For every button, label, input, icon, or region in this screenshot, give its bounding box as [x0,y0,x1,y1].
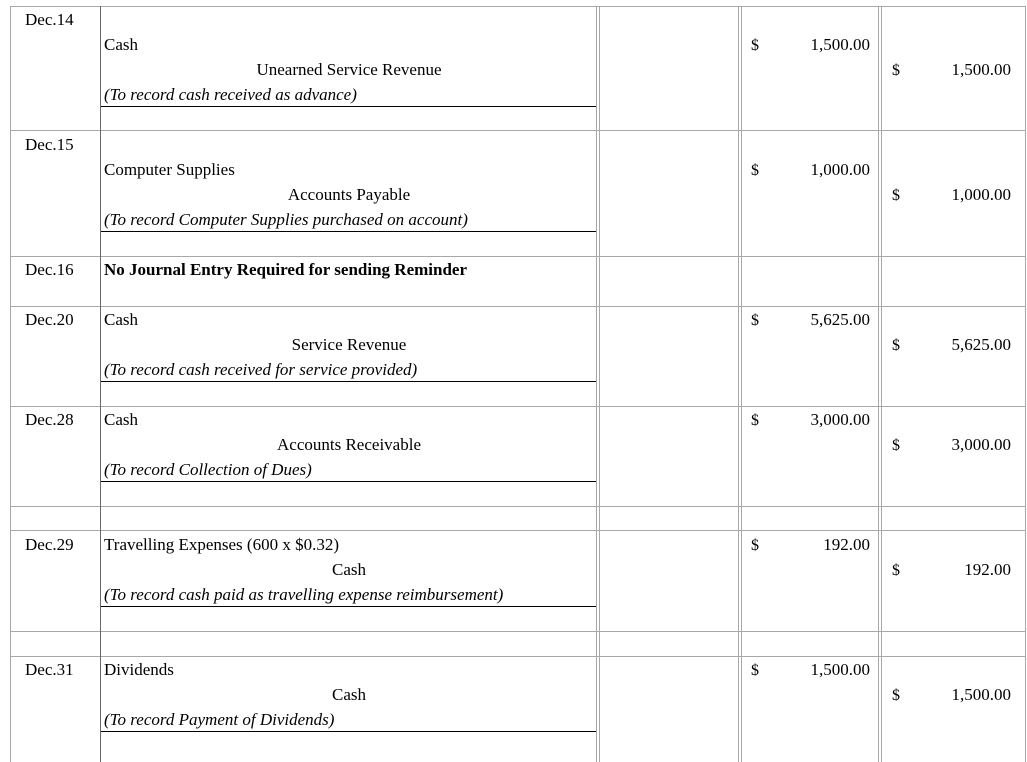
credit-account: Unearned Service Revenue [256,60,442,79]
credit-account: Service Revenue [291,335,407,354]
debit-amount: 3,000.00 [810,410,870,429]
particulars-rule [100,381,596,382]
entry-memo: (To record Computer Supplies purchased on account) [104,210,468,229]
credit-currency: $ [892,187,900,204]
credit-amount: 1,000.00 [951,185,1011,204]
credit-account: Cash [332,685,366,704]
grid-line [100,6,101,762]
particulars-rule [100,606,596,607]
credit-amount: 3,000.00 [951,435,1011,454]
credit-account: Accounts Receivable [277,435,421,454]
debit-account: Cash [104,410,138,429]
grid-line [10,406,1026,407]
debit-account: Travelling Expenses (600 x $0.32) [104,535,339,554]
credit-amount: 5,625.00 [951,335,1011,354]
credit-currency: $ [892,62,900,79]
grid-line [596,6,600,762]
grid-line [738,6,742,762]
entry-memo: (To record cash received as advance) [104,85,357,104]
debit-amount: 1,500.00 [810,35,870,54]
debit-currency: $ [751,662,759,679]
debit-account: Computer Supplies [104,160,235,179]
grid-line [10,656,1026,657]
debit-currency: $ [751,37,759,54]
credit-amount: 192.00 [964,560,1011,579]
credit-account: Cash [332,560,366,579]
particulars-rule [100,731,596,732]
entry-memo: (To record Collection of Dues) [104,460,312,479]
credit-amount: 1,500.00 [951,685,1011,704]
entry-date: Dec.15 [25,135,74,154]
grid-line [10,631,1026,632]
entry-date: Dec.20 [25,310,74,329]
entry-date: Dec.29 [25,535,74,554]
debit-account: Dividends [104,660,174,679]
entry-date: Dec.16 [25,260,74,279]
grid-line [1025,6,1026,762]
debit-account: Cash [104,35,138,54]
credit-amount: 1,500.00 [951,60,1011,79]
particulars-rule [100,481,596,482]
credit-account: Accounts Payable [287,185,411,204]
grid-line [10,256,1026,257]
debit-amount: 1,500.00 [810,660,870,679]
debit-amount: 5,625.00 [810,310,870,329]
entry-date: Dec.28 [25,410,74,429]
debit-account: Cash [104,310,138,329]
entry-date: Dec.31 [25,660,74,679]
grid-line [10,306,1026,307]
entry-memo: (To record Payment of Dividends) [104,710,335,729]
debit-currency: $ [751,312,759,329]
grid-line [10,506,1026,507]
debit-currency: $ [751,162,759,179]
grid-line [10,130,1026,131]
credit-currency: $ [892,562,900,579]
entry-memo: (To record cash received for service provided) [104,360,418,379]
entry-memo: (To record cash paid as travelling expense reimbursement) [104,585,504,604]
grid-line [10,6,1026,7]
credit-currency: $ [892,437,900,454]
no-entry-note: No Journal Entry Required for sending Reminder [104,260,468,279]
grid-line [10,6,11,762]
particulars-rule [100,106,596,107]
debit-amount: 192.00 [823,535,870,554]
debit-currency: $ [751,412,759,429]
credit-currency: $ [892,337,900,354]
grid-line [10,530,1026,531]
particulars-rule [100,231,596,232]
credit-currency: $ [892,687,900,704]
entry-date: Dec.14 [25,10,74,29]
debit-amount: 1,000.00 [810,160,870,179]
grid-line [878,6,882,762]
debit-currency: $ [751,537,759,554]
